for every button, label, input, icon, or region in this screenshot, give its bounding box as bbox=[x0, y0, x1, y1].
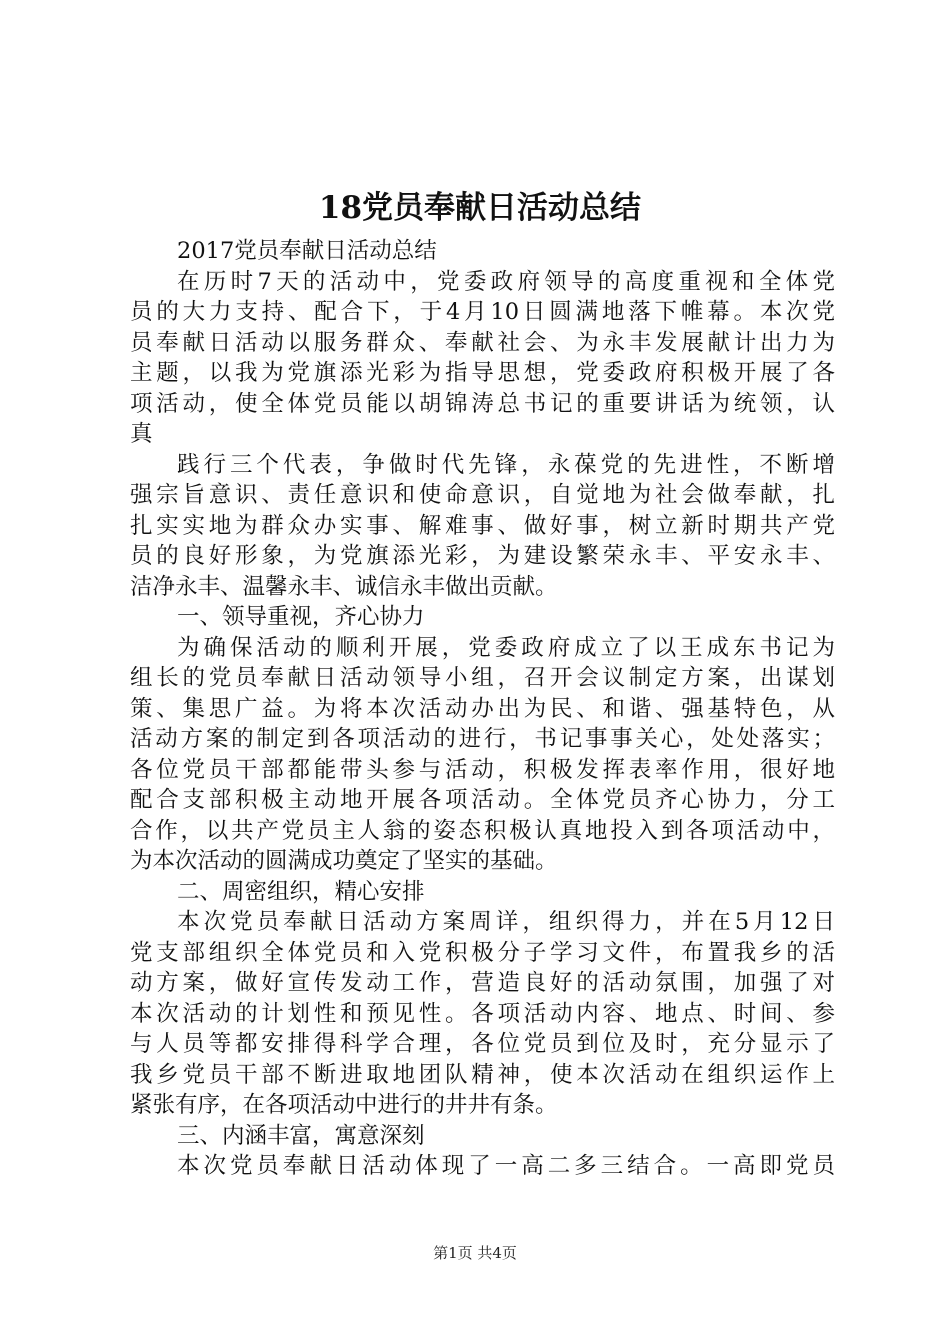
text-line: 扎实实地为群众办实事、解难事、做好事，树立新时期共产党 bbox=[130, 512, 835, 539]
text-line: 党支部组织全体党员和入党积极分子学习文件，布置我乡的活 bbox=[130, 939, 835, 966]
text-line: 强宗旨意识、责任意识和使命意识，自觉地为社会做奉献，扎 bbox=[130, 482, 835, 508]
text-line: 项活动，使全体党员能以胡锦涛总书记的重要讲话为统领，认 bbox=[130, 390, 835, 417]
text-line: 真 bbox=[130, 421, 153, 447]
section-heading: 三、内涵丰富，寓意深刻 bbox=[177, 1122, 425, 1149]
text-line: 洁净永丰、温馨永丰、诚信永丰做出贡献。 bbox=[130, 573, 558, 600]
text-line: 主题，以我为党旗添光彩为指导思想，党委政府积极开展了各 bbox=[130, 360, 835, 386]
text-line: 员奉献日活动以服务群众、奉献社会、为永丰发展献计出力为 bbox=[130, 329, 835, 356]
text-line: 践行三个代表，争做时代先锋，永葆党的先进性，不断增 bbox=[177, 451, 835, 478]
text-line: 本次党员奉献日活动方案周详，组织得力，并在5月12日 bbox=[177, 909, 835, 935]
text-line: 员的良好形象，为党旗添光彩，为建设繁荣永丰、平安永丰、 bbox=[130, 543, 835, 569]
section-heading: 一、领导重视，齐心协力 bbox=[177, 604, 425, 630]
text-line: 我乡党员干部不断进取地团队精神，使本次活动在组织运作上 bbox=[130, 1061, 835, 1088]
text-line: 活动方案的制定到各项活动的进行，书记事事关心，处处落实； bbox=[130, 726, 835, 752]
text-line: 为确保活动的顺利开展，党委政府成立了以王成东书记为 bbox=[177, 634, 835, 661]
text-line: 紧张有序，在各项活动中进行的井井有条。 bbox=[130, 1092, 558, 1118]
text-line: 2017党员奉献日活动总结 bbox=[177, 238, 437, 264]
text-line: 组长的党员奉献日活动领导小组，召开会议制定方案，出谋划 bbox=[130, 665, 835, 691]
section-heading: 二、周密组织，精心安排 bbox=[177, 878, 425, 905]
text-line: 在历时7天的活动中，党委政府领导的高度重视和全体党 bbox=[177, 268, 835, 295]
page-footer: 第1页 共4页 bbox=[433, 1244, 517, 1262]
text-line: 各位党员干部都能带头参与活动，积极发挥表率作用，很好地 bbox=[130, 756, 835, 783]
text-line: 动方案，做好宣传发动工作，营造良好的活动氛围，加强了对 bbox=[130, 970, 835, 996]
text-line: 策、集思广益。为将本次活动办出为民、和谐、强基特色，从 bbox=[130, 695, 835, 722]
document-title: 18党员奉献日活动总结 bbox=[318, 190, 642, 226]
text-line: 本次党员奉献日活动体现了一高二多三结合。一高即党员 bbox=[177, 1153, 835, 1179]
document-body bbox=[130, 236, 835, 1182]
text-line: 合作，以共产党员主人翁的姿态积极认真地投入到各项活动中， bbox=[130, 817, 835, 844]
text-line: 配合支部积极主动地开展各项活动。全体党员齐心协力，分工 bbox=[130, 787, 835, 813]
text-line: 与人员等都安排得科学合理，各位党员到位及时，充分显示了 bbox=[130, 1031, 835, 1057]
text-line: 员的大力支持、配合下，于4月10日圆满地落下帷幕。本次党 bbox=[130, 299, 835, 325]
text-line: 为本次活动的圆满成功奠定了坚实的基础。 bbox=[130, 848, 558, 874]
text-line: 本次活动的计划性和预见性。各项活动内容、地点、时间、参 bbox=[130, 1000, 835, 1027]
